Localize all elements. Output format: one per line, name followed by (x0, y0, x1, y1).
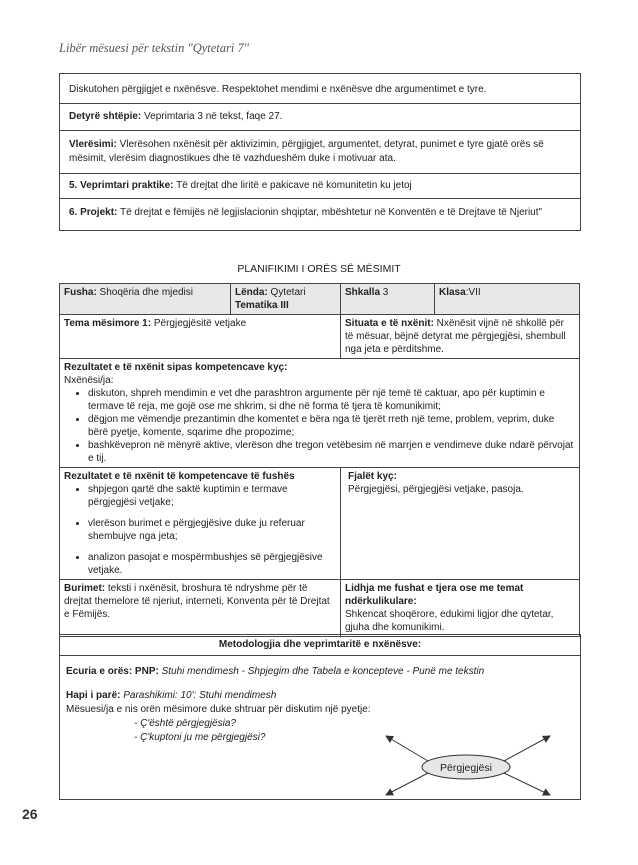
subject-value: Qytetari (267, 287, 306, 298)
field-competences-title: Rezultatet e të nxënit të kompetencave të fushës (64, 471, 295, 482)
homework-label: Detyrë shtëpie: (69, 111, 142, 122)
arrow-up-right (504, 736, 550, 761)
class-value: :VII (465, 287, 481, 298)
list-item: • bashkëvepron në mënyrë aktive, vlerëson dhe tregon vetëbesim në marrjen e vendimeve duke ndarë përvojat e tij. (88, 439, 575, 465)
lesson-flow (66, 665, 574, 679)
key-competences-row (60, 359, 580, 468)
field-value: Shoqëria dhe mjedisi (96, 287, 193, 298)
plan-title: PLANIFIKIMI I ORËS SË MËSIMIT (237, 263, 401, 275)
resources-row (60, 580, 580, 637)
list-item: • shpjegon qartë dhe saktë kuptimin e termave përgjegjësi vetjake; (88, 483, 336, 509)
evaluation-row (60, 131, 580, 174)
key-competences-cell (60, 359, 580, 468)
field-competences-list (64, 483, 336, 577)
project-label: 6. Projekt: (69, 207, 118, 218)
question-item (66, 717, 574, 731)
student-intro: Nxënësi/ja: (64, 375, 114, 386)
topic-value: Përgjegjësitë vetjake (151, 318, 247, 329)
links-label: Lidhja me fushat e tjera ose me temat ndërkulikulare: (345, 583, 524, 607)
arrow-up-left (386, 736, 428, 761)
evaluation-text: Vlerësohen nxënësit për aktivizimin, përgjigjet, argumentet, detyrat, punimet e tyre gjatë orës së mësimit, vlerësim diagnostikues dhe të vazhdueshëm duke i motivuar ata. (69, 139, 544, 164)
page-number: 26 (22, 806, 38, 822)
first-step (66, 689, 574, 703)
practice-label: 5. Veprimtari praktike: (69, 180, 174, 191)
level-value: 3 (380, 287, 389, 298)
lesson-plan-table (59, 283, 580, 637)
class-cell (435, 284, 580, 315)
arrow-down-left (386, 773, 428, 795)
lesson-flow-text: Stuhi mendimesh - Shpjegim dhe Tabela e koncepteve - Punë me tekstin (158, 666, 485, 677)
keywords-value: Përgjegjësi, përgjegjësi vetjake, pasoja. (348, 484, 524, 495)
project-text: Të drejtat e fëmijës në legjislacionin shqiptar, mbështetur në Konventën e të Drejtave të Njeriut" (117, 207, 543, 218)
discussion-row (60, 74, 580, 104)
key-competences-list (64, 387, 575, 465)
evaluation-label: Vlerësimi: (69, 139, 117, 150)
field-competences-row (60, 468, 580, 580)
methodology-intro: Mësuesi/ja e nis orën mësimore duke shtruar për diskutim një pyetje: (66, 704, 371, 715)
list-item: • diskuton, shpreh mendimin e vet dhe parashtron argumente për një temë të caktuar, apo për kuptimin e termave të reja, me gojë ose me shkrim, si dhe në forma të tjera të komunikimit; (88, 387, 575, 413)
level-label: Shkalla (345, 287, 381, 298)
center-word: Përgjegjësi (440, 762, 492, 774)
level-cell (341, 284, 435, 315)
theme-value: Tematika III (235, 300, 289, 311)
list-item: • dëgjon me vëmendje prezantimin dhe komentet e bëra nga të tjerët rreth një teme, problem, veprim, duke bërë pyetje, komente, sqarime dhe propozime; (88, 413, 575, 439)
concept-map-diagram (330, 731, 578, 797)
running-header: Libër mësuesi për tekstin "Qytetari 7" (59, 41, 249, 55)
lesson-flow-label: Ecuria e orës: PNP: (66, 666, 159, 677)
arrow-down-right (504, 773, 550, 795)
situation-cell (341, 315, 580, 359)
keywords-cell (341, 468, 580, 580)
field-competences-cell (60, 468, 341, 580)
resources-value: teksti i nxënësit, broshura të ndryshme për të drejtat themelore të njeriut, interneti, Konventa për të Drejtat e Fëmijës. (64, 583, 330, 620)
links-cell (341, 580, 580, 637)
situation-value: Nxënësit vijnë në shkollë për të mësuar, bëjnë detyrat me përgjegjësi, shembull nga jeta e përditshme. (345, 318, 566, 355)
topic-label: Tema mësimore 1: (64, 318, 152, 329)
list-item: • vlerëson burimet e përgjegjësive duke ju referuar shembujve nga jeta; (88, 517, 336, 543)
first-step-label: Hapi i parë: (66, 690, 121, 701)
question-text: - Ç'është përgjegjësia? (134, 718, 236, 729)
keywords-label: Fjalët kyç: (348, 471, 397, 482)
first-step-text: Parashikimi: 10': Stuhi mendimesh (120, 690, 277, 701)
links-value: Shkencat shoqërore, edukimi ligjor dhe qytetar, gjuha dhe komunikimi. (345, 609, 554, 633)
homework-text: Veprimtaria 3 në tekst, faqe 27. (141, 111, 283, 122)
resources-label: Burimet: (64, 583, 106, 594)
plan-header-row (60, 284, 580, 315)
situation-label: Situata e të nxënit: (345, 318, 434, 329)
lesson-summary-box (59, 73, 581, 231)
list-item: • analizon pasojat e mospërmbushjes së përgjegjësive vetjake. (88, 551, 336, 577)
resources-cell (60, 580, 341, 637)
question-text: - Ç'kuptoni ju me përgjegjësi? (134, 732, 266, 743)
project-row (60, 199, 580, 230)
discussion-text: Diskutohen përgjigjet e nxënësve. Respektohet mendimi e nxënësve dhe argumentimet e tyre. (69, 84, 487, 95)
practice-text: Të drejtat dhe liritë e pakicave në komunitetin ku jetoj (173, 180, 412, 191)
methodology-title: Metodologjia dhe veprimtaritë e nxënësve: (60, 635, 580, 656)
field-label: Fusha: (64, 287, 97, 298)
homework-row (60, 104, 580, 131)
topic-cell (60, 315, 341, 359)
methodology-box (59, 634, 581, 800)
topic-row (60, 315, 580, 359)
subject-cell (231, 284, 341, 315)
field-cell (60, 284, 231, 315)
class-label: Klasa (439, 287, 466, 298)
subject-label: Lënda: (235, 287, 268, 298)
practice-row (60, 174, 580, 199)
key-competences-title: Rezultatet e të nxënit sipas kompetencave kyç: (64, 362, 288, 373)
